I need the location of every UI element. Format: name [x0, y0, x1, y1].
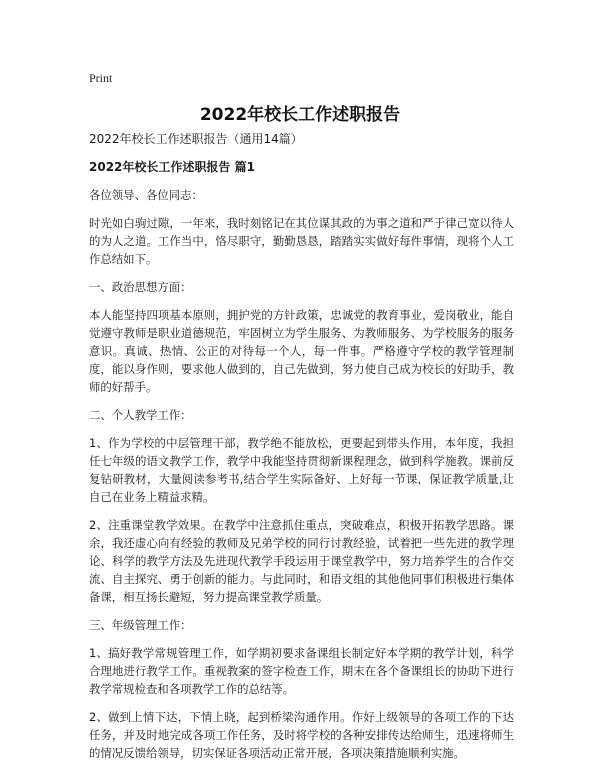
heading-grade-management: 三、年级管理工作：: [89, 618, 192, 632]
intro-paragraph: 时光如白驹过隙，一年来，我时刻铭记在其位谋其政的为事之道和严于律己宽以待人的为人之道。工作当中，恪尽职守，勤勤恳恳，踏踏实实做好每件事情，现将个人工作总结如下。: [89, 216, 514, 266]
salutation: 各位领导、各位同志：: [89, 188, 203, 202]
document-subtitle: 2022年校长工作述职报告（通用14篇）: [89, 132, 303, 146]
section-title: 2022年校长工作述职报告 篇1: [89, 160, 255, 174]
management-paragraph-2: 2、做到上情下达，下情上晓，起到桥梁沟通作用。作好上级领导的各项工作的下达任务，并及时地完成各项工作任务，及时将学校的各种安排传达给师生，迅速将师生的情况反馈给领导，切实保证各项活动正常开展，各项决策措施顺利实施。: [89, 710, 514, 760]
print-link[interactable]: Print: [89, 71, 113, 85]
document-title: 2022年校长工作述职报告: [199, 105, 401, 125]
teaching-paragraph-1: 1、作为学校的中层管理干部，教学绝不能放松，更要起到带头作用，本年度，我担任七年级的语文教学工作，教学中我能坚持贯彻新课程理念，做到科学施教。课前反复钻研教材，大量阅读参考书,结合学生实际备好、上好每一节课，保证教学质量,让自己在业务上精益求精。: [89, 436, 514, 504]
political-paragraph: 本人能坚持四项基本原则，拥护党的方针政策，忠诚党的教育事业，爱岗敬业，能自觉遵守教师是职业道德规范，牢固树立为学生服务、为教师服务、为学校服务的服务意识。真诚、热情、公正的对待每一个人，每一件事。严格遵守学校的教学管理制度，能以身作则，要求他人做到的，自己先做到，努力使自己成为校长的好助手，教师的好帮手。: [89, 308, 514, 394]
document-body: [89, 130, 514, 772]
teaching-paragraph-2: 2、注重课堂教学效果。在教学中注意抓住重点，突破难点，积极开拓教学思路。课余，我还虚心向有经验的教师及兄弟学校的同行讨教经验，试着把一些先进的教学理论、科学的教学方法及先进现代教学手段运用于课堂教学中，努力培养学生的合作交流、自主探究、勇于创新的能力。与此同时，和语文组的其他他同事们积极进行集体备课，相互扬长避短，努力提高课堂教学质量。: [89, 518, 514, 604]
heading-political: 一、政治思想方面：: [89, 280, 192, 294]
management-paragraph-1: 1、搞好教学常规管理工作，如学期初要求备课组长制定好本学期的教学计划，科学合理地进行教学工作。重视教案的签字检查工作，期末在各个备课组长的协助下进行教学常规检查和各项教学工作的总结等。: [89, 646, 514, 696]
heading-teaching: 二、个人教学工作：: [89, 408, 192, 422]
